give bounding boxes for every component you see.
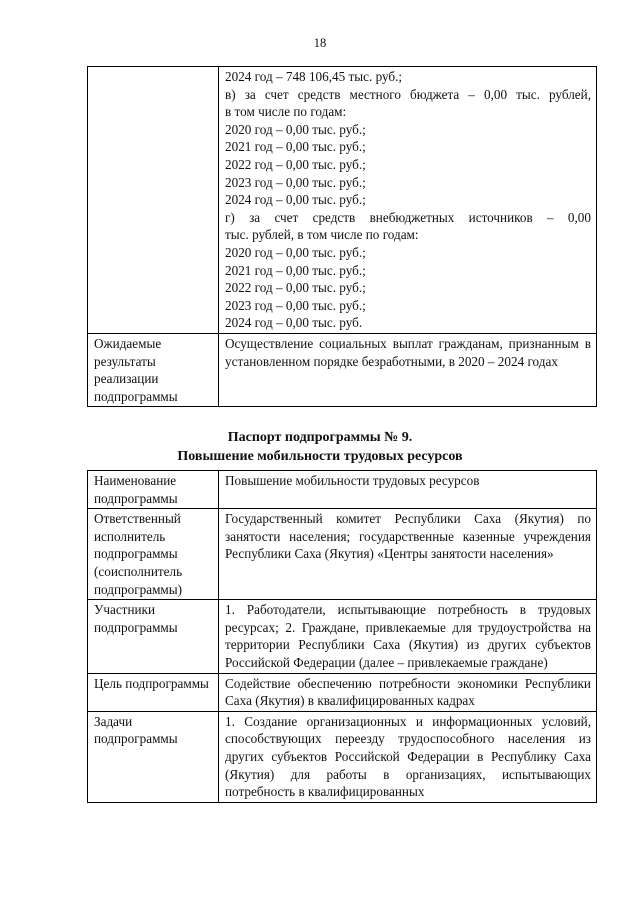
row-label: Участники подпрограммы [88,600,219,673]
funding-line: 2022 год – 0,00 тыс. руб.; [225,280,366,296]
table-row [88,471,597,509]
funding-line: 2022 год – 0,00 тыс. руб.; [225,156,366,172]
funding-line: в том числе по годам: [225,104,347,120]
funding-line: 2020 год – 0,00 тыс. руб.; [225,244,366,260]
funding-line: 2023 год – 0,00 тыс. руб.; [225,174,366,190]
funding-line: тыс. рублей, в том числе по годам: [225,227,419,243]
funding-line: 2021 год – 0,00 тыс. руб.; [225,139,366,155]
row-value: Содействие обеспечению потребности экономики Республики Саха (Якутия) в квалифицированных кадрах [219,673,597,711]
table-row [88,333,597,406]
funding-line: в) за счет средств местного бюджета – 0,00 тыс. рублей, [225,86,591,102]
row-label: Наименование подпрограммы [88,471,219,509]
table-cell-empty [88,67,219,334]
table-row [88,673,597,711]
funding-line: 2020 год – 0,00 тыс. руб.; [225,121,366,137]
expected-results-text: Осуществление социальных выплат гражданам, признанным в установленном порядке безработными, в 2020 – 2024 годах [219,333,597,406]
table-row [88,600,597,673]
row-value: Повышение мобильности трудовых ресурсов [219,471,597,509]
table-row [88,711,597,802]
passport-table [87,470,597,803]
budget-table [87,66,597,407]
funding-line: 2023 год – 0,00 тыс. руб.; [225,297,366,313]
passport-heading-line2: Повышение мобильности трудовых ресурсов [177,449,463,464]
page-number: 18 [313,36,327,50]
funding-line: 2024 год – 0,00 тыс. руб. [225,315,363,331]
row-value: Государственный комитет Республики Саха (Якутия) по занятости населения; государственные казенные учреждения Республики Саха (Якутия) «Центры занятости населения» [219,509,597,600]
expected-results-label: Ожидаемые результаты реализации подпрограммы [88,333,219,406]
table-row [88,67,597,334]
funding-line: 2024 год – 748 106,45 тыс. руб.; [225,69,403,84]
table-row [88,509,597,600]
row-value: 1. Работодатели, испытывающие потребность в трудовых ресурсах; 2. Граждане, привлекаемые для трудоустройства на территории Республики Саха (Якутия) из других субъектов Российской Федерации (далее – привлекаемые граждане) [219,600,597,673]
row-label: Ответственный исполнитель подпрограммы (соисполнитель подпрограммы) [88,509,219,600]
passport-heading-line1: Паспорт подпрограммы № 9. [227,430,413,445]
funding-line: 2021 год – 0,00 тыс. руб.; [225,262,366,278]
funding-line: 2024 год – 0,00 тыс. руб.; [225,192,366,208]
row-label: Цель подпрограммы [88,673,219,711]
funding-line: г) за счет средств внебюджетных источников – 0,00 [225,209,591,225]
funding-cell [219,67,597,334]
row-label: Задачи подпрограммы [88,711,219,802]
row-value: 1. Создание организационных и информационных условий, способствующих переезду трудоспособного населения из других субъектов Российской Федерации в Республику Саха (Якутия) для работы в организациях, испытывающих потребность в квалифицированных [219,711,597,802]
